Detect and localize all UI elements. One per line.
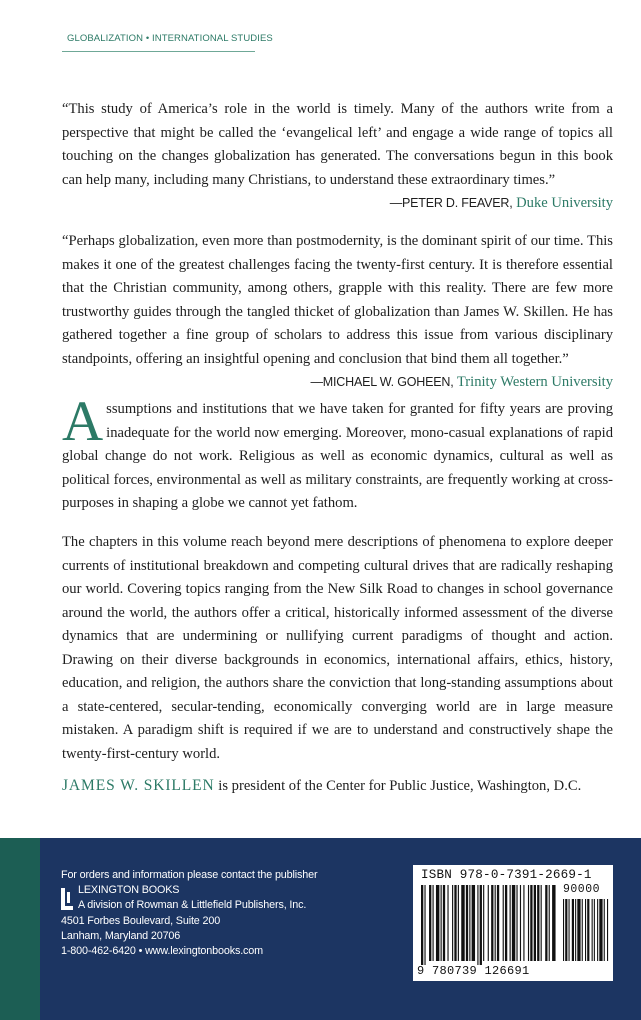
endorsement-1-affiliation: Duke University <box>516 195 613 211</box>
series-label: GLOBALIZATION • INTERNATIONAL STUDIES <box>67 33 273 44</box>
publisher-info <box>61 868 317 959</box>
endorsement-2-name: —MICHAEL W. GOHEEN, <box>310 375 454 389</box>
publisher-address-1: 4501 Forbes Boulevard, Suite 200 <box>61 914 221 927</box>
description-text-1: ssumptions and institutions that we have taken for granted for fifty years are proving inadequate for the world now emerging. Moreover, mono-casual explanations of rapid global change do not work. Religious as well as economic dynamics, cultural as well as political forces, environmental as well as military constraints, are frequently working at cross-purposes in shaping a globe we cannot yet fathom. <box>62 401 613 511</box>
description-paragraph-1 <box>62 390 613 516</box>
endorsement-1 <box>62 98 613 215</box>
endorsement-1-text: “This study of America’s role in the world is timely. Many of the authors write from a perspective that might be called the ‘evangelical left’ and engage a wide range of topics all touching on the changes globalization has generated. The conversations begun in this book can help many, including many Christians, to understand these extraordinary times.” <box>62 101 613 188</box>
publisher-address-2: Lanham, Maryland 20706 <box>61 929 181 942</box>
description-paragraph-2 <box>62 531 613 766</box>
series-rule <box>62 51 255 52</box>
price-code: 90000 <box>563 883 601 896</box>
endorsement-2-attribution <box>62 371 613 394</box>
drop-cap: A <box>62 390 104 453</box>
author-bio-text: is president of the Center for Public Justice, Washington, D.C. <box>218 778 582 794</box>
endorsement-1-name: —PETER D. FEAVER, <box>389 196 513 210</box>
endorsement-2 <box>62 230 613 394</box>
publisher-division: A division of Rowman & Littlefield Publishers, Inc. <box>78 899 307 912</box>
barcode-digits: 9 780739 126691 <box>417 964 530 978</box>
footer-green-strip <box>0 838 40 1020</box>
barcode-box <box>413 865 613 981</box>
author-bio <box>62 774 613 798</box>
publisher-contact-line: For orders and information please contact the publisher <box>61 869 318 881</box>
endorsement-2-text: “Perhaps globalization, even more than postmodernity, is the dominant spirit of our time. This makes it one of the greatest challenges facing the twenty-first century. It is therefore essential that the Christian community, among others, grapple with this reality. There are few more trustworthy guides through the tangled thicket of globalization than James W. Skillen. He has gathered together a fine group of scholars to address this issue from various disciplinary standpoints, offering an insightful opening and conclusion that bind them all together.” <box>62 233 613 367</box>
endorsement-2-affiliation: Trinity Western University <box>456 374 613 390</box>
isbn-label: ISBN 978-0-7391-2669-1 <box>421 868 592 882</box>
description-text-2: The chapters in this volume reach beyond mere descriptions of phenomena to explore deeper currents of institutional breakdown and competing cultural drives that are radically reshaping our world. Covering topics ranging from the New Silk Road to changes in school governance around the world, the authors offer a critical, historically informed assessment of the diverse dynamics that are undermining or nullifying current paradigms of thought and action. Drawing on their diverse backgrounds in economics, international affairs, ethics, history, education, and religion, the authors share the conviction that long-standing assumptions about a state-centered, secular-tending, economically converging world are in large measure mistaken. A paradigm shift is required if we are to understand and constructively shape the twenty-first-century world. <box>62 534 613 762</box>
author-name: JAMES W. SKILLEN <box>62 777 215 794</box>
endorsement-1-attribution <box>62 192 613 215</box>
publisher-name: LEXINGTON BOOKS <box>78 884 180 897</box>
publisher-contact: 1-800-462-6420 • www.lexingtonbooks.com <box>61 945 263 958</box>
